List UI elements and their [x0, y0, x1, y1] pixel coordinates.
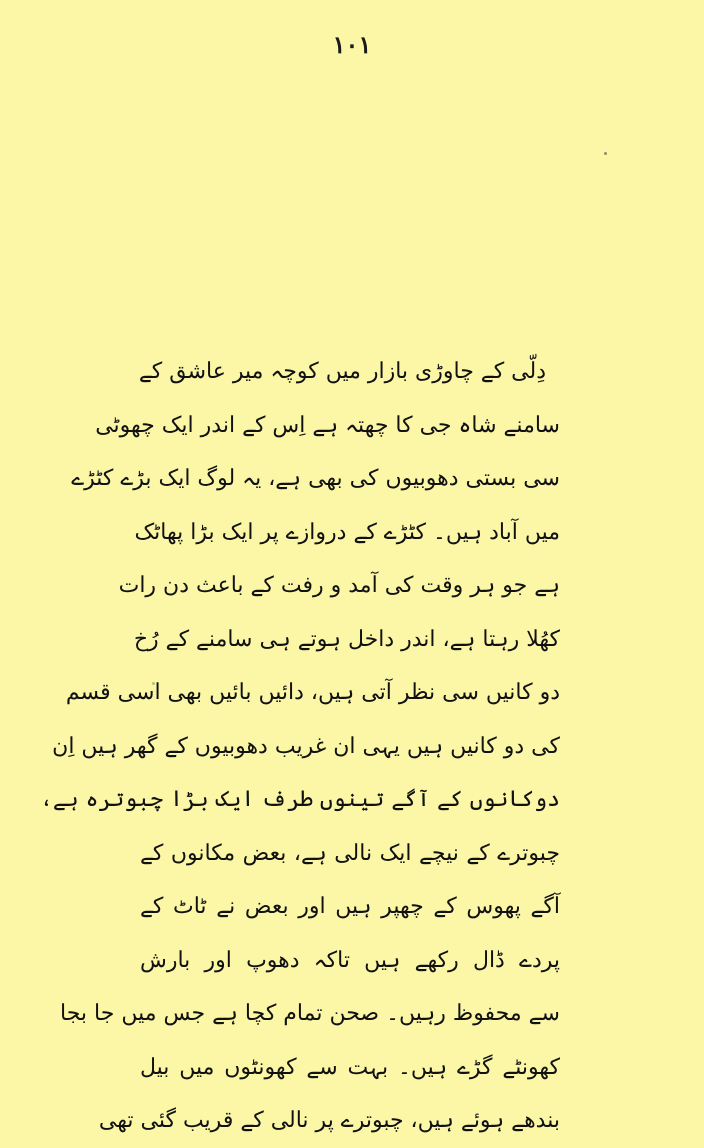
ink-speck	[152, 682, 155, 685]
text-line: آگے پھوس کے چھپر ہیں اور بعض نے ٹاٹ کے	[140, 894, 560, 919]
body-text	[39, 345, 560, 1148]
text-line: سی بستی دھوبیوں کی بھی ہے، یہ لوگ ایک بڑے کٹڑے	[71, 466, 560, 491]
text-line: میں آباد ہیں۔ کٹڑے کے دروازے پر ایک بڑا پھاٹک	[134, 519, 560, 545]
text-line: پردے ڈال رکھے ہیں تاکہ دھوپ اور بارش	[140, 947, 560, 973]
text-line: کھونٹے گڑے ہیں۔ بہت سے کھونٹوں میں بیل	[140, 1054, 560, 1080]
text-line: دو کانیں سی نظر آتی ہیں، دائیں بائیں بھی اسی قسم	[65, 680, 560, 705]
text-line: ہے جو ہر وقت کی آمد و رفت کے باعث دن رات	[118, 573, 560, 598]
text-line: کھُلا رہتا ہے، اندر داخل ہوتے ہی سامنے کے رُخ	[133, 626, 560, 652]
text-line: دوکانوں کے آگے تینوں طرف ایک بڑا چبوترہ ہے،	[39, 787, 560, 812]
text-line: سے محفوظ رہیں۔ صحن تمام کچا ہے جس میں جا بجا	[60, 1001, 560, 1026]
ink-speck	[604, 152, 607, 155]
text-line: کی دو کانیں ہیں یہی ان غریب دھوبیوں کے گھر ہیں اِن	[52, 733, 560, 759]
text-line: بندھے ہوئے ہیں، چبوترے پر نالی کے قریب گئی تھی	[98, 1108, 560, 1133]
text-line: دِلّی کے چاوڑی بازار میں کوچہ میر عاشق کے	[138, 359, 546, 384]
text-line: سامنے شاہ جی کا چھتہ ہے اِس کے اندر ایک چھوٹی	[95, 412, 560, 438]
text-line: چبوترے کے نیچے ایک نالی ہے، بعض مکانوں کے	[140, 840, 560, 866]
page-number: ۱۰۱	[332, 30, 372, 59]
